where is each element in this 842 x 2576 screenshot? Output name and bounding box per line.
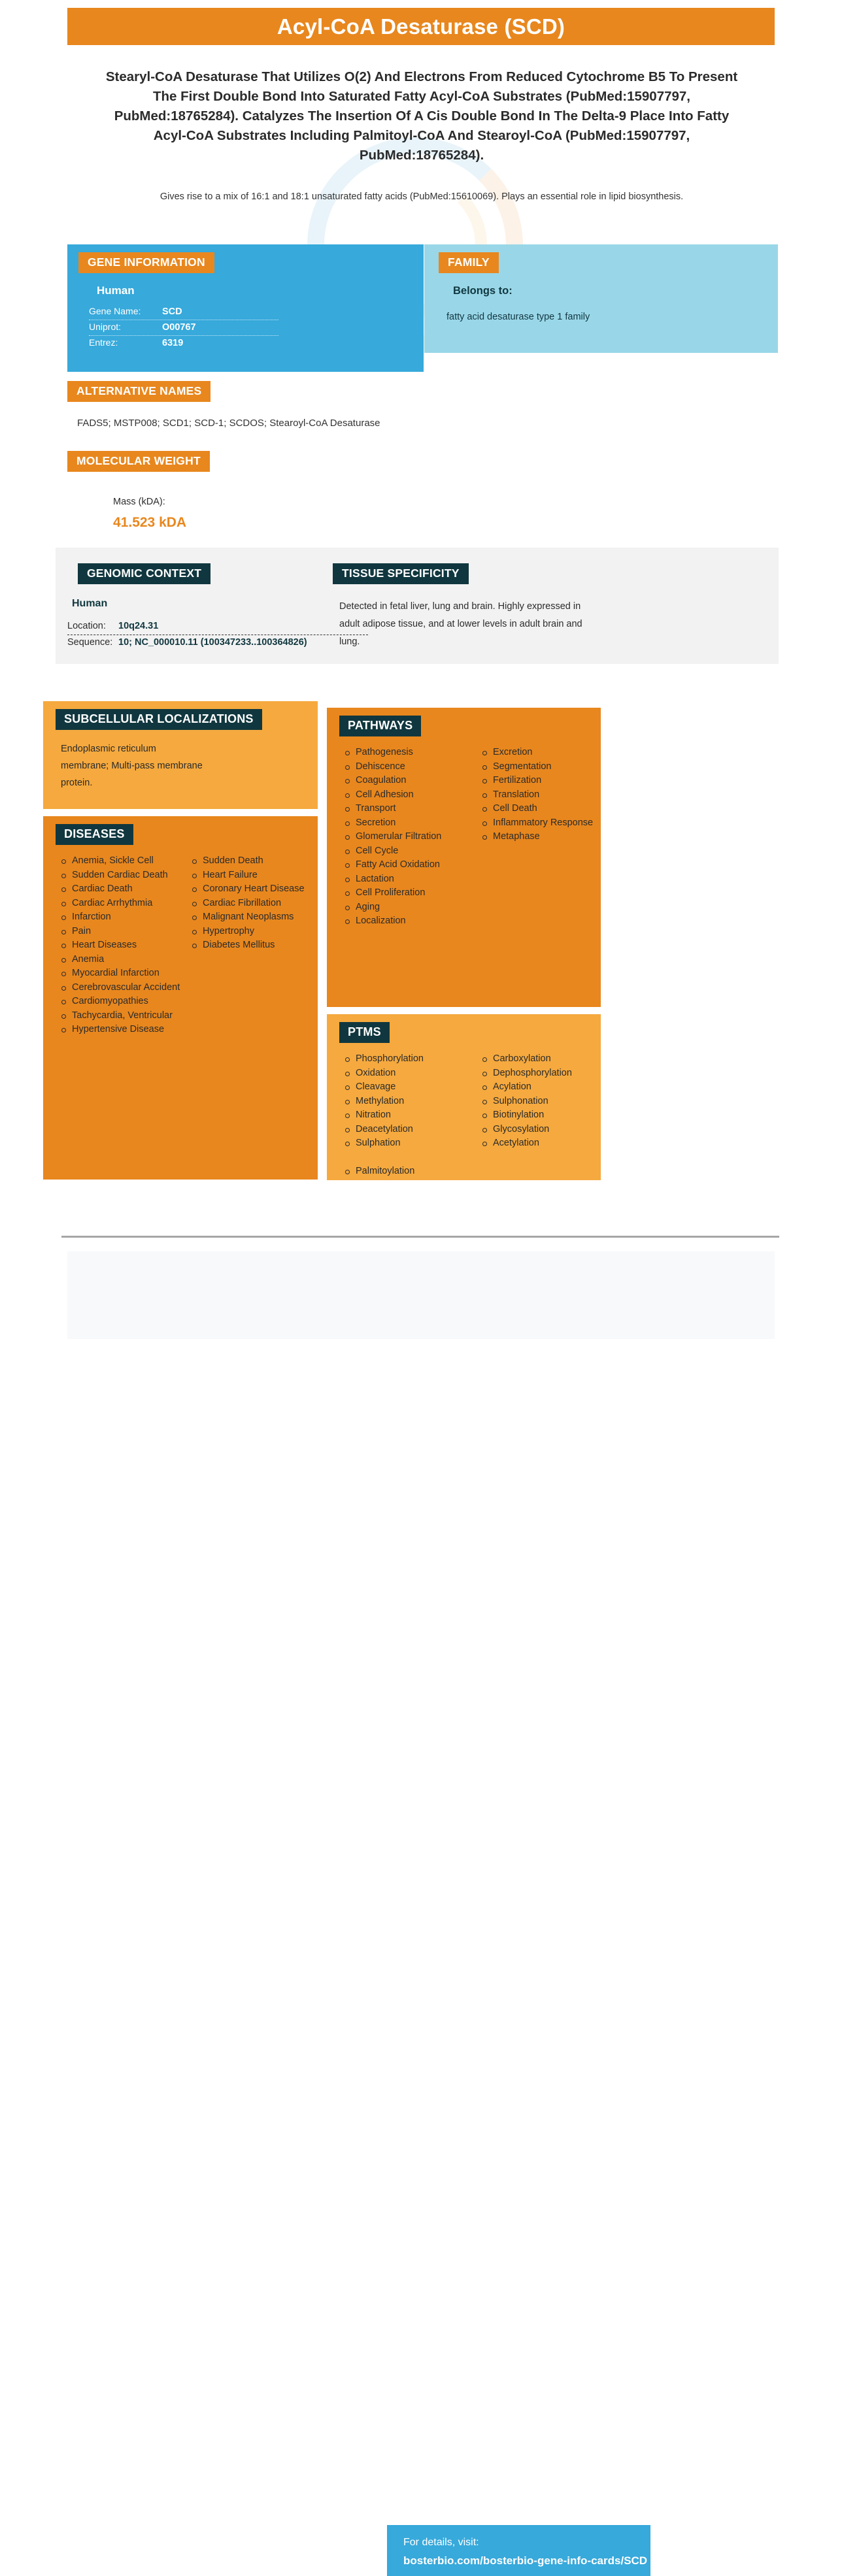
list-item: Biotinylation — [479, 1108, 596, 1122]
list-item: Cell Death — [479, 802, 596, 816]
list-item: Pathogenesis — [341, 746, 479, 759]
diseases-heading: DISEASES — [56, 824, 133, 845]
list-item: Sudden Death — [188, 854, 312, 868]
alternative-names-heading: ALTERNATIVE NAMES — [67, 381, 210, 402]
list-item: Sulphation — [341, 1136, 479, 1150]
list-item: Infarction — [58, 910, 188, 924]
list-item: Sulphonation — [479, 1095, 596, 1108]
list-item: Heart Failure — [188, 868, 312, 882]
details-link-button[interactable] — [387, 2525, 650, 2576]
list-item: Deacetylation — [341, 1123, 479, 1136]
protein-summary-secondary: Gives rise to a mix of 16:1 and 18:1 unsaturated fatty acids (PubMed:15610069). Plays an essential role in lipid biosynthesis. — [160, 191, 684, 202]
molecular-weight-label: Mass (kDA): — [113, 497, 165, 507]
list-item: Carboxylation — [479, 1052, 596, 1066]
table-row — [89, 320, 278, 336]
entrez-label: Entrez: — [89, 337, 118, 348]
list-item: Palmitoylation — [341, 1164, 479, 1178]
list-item: Excretion — [479, 746, 596, 759]
ptms-list-right — [479, 1052, 596, 1178]
pathways-card — [327, 708, 601, 1007]
list-item: Heart Diseases — [58, 938, 188, 952]
list-item: Cleavage — [341, 1080, 479, 1094]
list-item: Cell Adhesion — [341, 788, 479, 802]
molecular-weight-value: 41.523 kDA — [113, 515, 187, 530]
list-item: Diabetes Mellitus — [188, 938, 312, 952]
gene-name-label: Gene Name: — [89, 306, 141, 316]
list-item: Fatty Acid Oxidation — [341, 858, 479, 872]
pathways-list-left — [341, 746, 479, 928]
tissue-specificity-text: Detected in fetal liver, lung and brain. Highly expressed in adult adipose tissue, and at lower levels in adult brain and lung. — [339, 601, 582, 647]
uniprot-label: Uniprot: — [89, 322, 122, 332]
pathways-list-right — [479, 746, 596, 928]
alternative-names-value: FADS5; MSTP008; SCD1; SCD-1; SCDOS; Stearoyl-CoA Desaturase — [77, 418, 380, 429]
gene-information-panel — [67, 244, 424, 372]
list-item: Myocardial Infarction — [58, 966, 188, 980]
gene-information-table — [89, 305, 278, 351]
genomic-context-heading: GENOMIC CONTEXT — [78, 563, 210, 584]
list-item: Cardiac Arrhythmia — [58, 897, 188, 910]
diseases-list-left — [58, 854, 188, 1036]
list-item: Segmentation — [479, 760, 596, 774]
list-item: Metaphase — [479, 830, 596, 844]
family-heading: FAMILY — [439, 252, 499, 273]
list-item: Acylation — [479, 1080, 596, 1094]
list-item: Anemia — [58, 953, 188, 966]
ptms-list-left — [341, 1052, 479, 1178]
list-item: Inflammatory Response — [479, 816, 596, 830]
list-item: Hypertrophy — [188, 925, 312, 938]
list-item: Cell Proliferation — [341, 886, 479, 900]
list-item: Localization — [341, 914, 479, 928]
table-row — [89, 305, 278, 320]
list-item: Translation — [479, 788, 596, 802]
protein-summary-primary: Stearyl-CoA Desaturase That Utilizes O(2) And Electrons From Reduced Cytochrome B5 To Present The First Double Bond Into Saturated Fatty Acyl-CoA Substrates (PubMed:15907797, PubMed:18765284). Catalyzes The Insertion Of A Cis Double Bond In The Delta-9 Place Into Fatty Acyl-CoA Substrates Including Palmitoyl-CoA And Stearoyl-CoA (PubMed:15907797, PubMed:18765284). — [105, 69, 738, 163]
list-item: Fertilization — [479, 774, 596, 787]
footer-divider — [61, 1236, 779, 1238]
table-row — [67, 619, 368, 635]
list-item: Cell Cycle — [341, 844, 479, 858]
pathways-lists — [341, 746, 596, 928]
table-row — [67, 635, 368, 651]
list-item: Glycosylation — [479, 1123, 596, 1136]
page-title-bar — [67, 8, 775, 45]
list-item: Aging — [341, 900, 479, 914]
ptms-card — [327, 1014, 601, 1180]
list-item: Nitration — [341, 1108, 479, 1122]
list-item: Sudden Cardiac Death — [58, 868, 188, 882]
pathways-heading: PATHWAYS — [339, 716, 421, 736]
list-item: Anemia, Sickle Cell — [58, 854, 188, 868]
location-value: 10q24.31 — [118, 621, 159, 631]
diseases-lists — [58, 854, 312, 1036]
uniprot-value: O00767 — [162, 322, 196, 333]
molecular-weight-heading: MOLECULAR WEIGHT — [67, 451, 210, 472]
entrez-value: 6319 — [162, 338, 184, 348]
list-item: Coagulation — [341, 774, 479, 787]
gene-information-heading: GENE INFORMATION — [78, 252, 214, 273]
list-item: Oxidation — [341, 1066, 479, 1080]
tissue-specificity-heading: TISSUE SPECIFICITY — [333, 563, 469, 584]
list-item: Transport — [341, 802, 479, 816]
list-item: Pain — [58, 925, 188, 938]
list-item: Cardiac Death — [58, 882, 188, 896]
sequence-value: 10; NC_000010.11 (100347233..100364826) — [118, 637, 307, 648]
list-item: Cerebrovascular Accident — [58, 981, 188, 995]
list-item: Hypertensive Disease — [58, 1023, 188, 1036]
footer-panel — [67, 1251, 775, 2567]
list-item: Dephosphorylation — [479, 1066, 596, 1080]
genomic-context-species: Human — [72, 598, 108, 609]
list-item: Tachycardia, Ventricular — [58, 1009, 188, 1023]
ptms-heading: PTMS — [339, 1022, 390, 1043]
details-link-label: For details, visit: — [403, 2537, 479, 2548]
list-item: Acetylation — [479, 1136, 596, 1150]
family-belongs-label: Belongs to: — [453, 285, 513, 297]
family-panel — [424, 244, 778, 353]
list-item: Secretion — [341, 816, 479, 830]
diseases-card — [43, 816, 318, 1180]
gene-information-species: Human — [97, 284, 135, 297]
subcellular-localizations-text: Endoplasmic reticulum membrane; Multi-pass membrane protein. — [61, 744, 203, 788]
location-label: Location: — [67, 621, 106, 631]
table-row — [89, 336, 278, 351]
ptms-lists — [341, 1052, 596, 1178]
list-item: Phosphorylation — [341, 1052, 479, 1066]
page-title: Acyl-CoA Desaturase (SCD) — [277, 14, 565, 39]
genomic-context-table — [67, 619, 368, 651]
diseases-list-right — [188, 854, 312, 1036]
sequence-label: Sequence: — [67, 637, 113, 648]
list-item: Coronary Heart Disease — [188, 882, 312, 896]
list-item: Malignant Neoplasms — [188, 910, 312, 924]
list-spacer — [341, 1151, 479, 1164]
list-item: Cardiomyopathies — [58, 995, 188, 1008]
list-item: Cardiac Fibrillation — [188, 897, 312, 910]
list-item: Dehiscence — [341, 760, 479, 774]
details-link-url: bosterbio.com/bosterbio-gene-info-cards/SCD — [403, 2554, 648, 2567]
subcellular-localizations-card — [43, 701, 318, 809]
subcellular-localizations-heading: SUBCELLULAR LOCALIZATIONS — [56, 709, 262, 730]
family-value: fatty acid desaturase type 1 family — [446, 312, 590, 322]
list-item: Glomerular Filtration — [341, 830, 479, 844]
gene-name-value: SCD — [162, 306, 182, 317]
list-item: Methylation — [341, 1095, 479, 1108]
list-item: Lactation — [341, 872, 479, 886]
